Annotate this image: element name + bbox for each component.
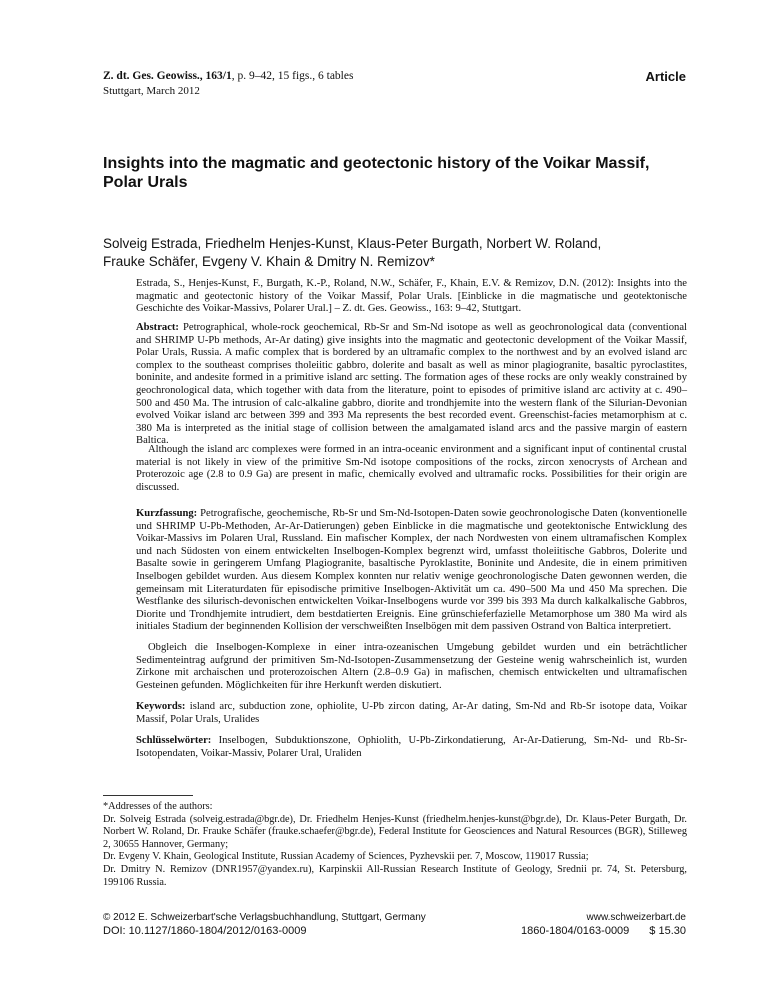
doi-identifier: DOI: 10.1127/1860-1804/2012/0163-0009 xyxy=(103,925,307,937)
footnote-line: *Addresses of the authors: xyxy=(103,801,213,812)
citation-paragraph xyxy=(136,278,687,316)
footnote-line: Dr. Solveig Estrada (solveig.estrada@bgr.de), Dr. Friedhelm Henjes-Kunst (friedhelm.henjes-kunst@bgr.de), Dr. Klaus-Peter Burgath, Dr. Norbert W. Roland, Dr. Frauke Schäfer (frauke.schaefer@bgr.de), Federal Institute for Geosciences and Natural Resources (BGR), Stilleweg 2, 30655 Hannover, Germany; xyxy=(103,813,687,850)
footnote-line: Dr. Dmitry N. Remizov (DNR1957@yandex.ru), Karpinskii All-Russian Research Institute of Geology, Srednii pr. 74, St. Petersburg, 199106 Russia. xyxy=(103,863,687,888)
paper-title-line: Insights into the magmatic and geotectonic history of the Voikar Massif, xyxy=(103,155,650,172)
citation-text: Estrada, S., Henjes-Kunst, F., Burgath, K.-P., Roland, N.W., Schäfer, F., Khain, E.V. & Remizov, D.N. (2012): Insights into the magmatic and geotectonic history of the Voikar Massif, Polar Urals. [Einblicke in die magmatische und geotektonische Geschichte des Voikar-Massivs, Polarer Ural.] – Z. dt. Ges. Geowiss., 163: 9–42, Stuttgart. xyxy=(136,278,687,315)
paper-title-line: Polar Urals xyxy=(103,174,188,191)
author-line: Frauke Schäfer, Evgeny V. Khain & Dmitry N. Remizov* xyxy=(103,254,435,269)
copyright-notice: © 2012 E. Schweizerbart'sche Verlagsbuchhandlung, Stuttgart, Germany xyxy=(103,912,426,923)
keywords-label: Keywords: xyxy=(136,701,186,712)
publisher-website: www.schweizerbart.de xyxy=(586,912,686,923)
journal-citation-line xyxy=(103,70,353,82)
footnote-divider xyxy=(103,795,193,796)
issn-code: 1860-1804/0163-0009 xyxy=(521,925,630,937)
abstract-section xyxy=(136,322,687,448)
issn-price-line xyxy=(521,925,686,937)
keywords-paragraph xyxy=(136,701,687,726)
schluesselwoerter-label: Schlüsselwörter: xyxy=(136,735,212,746)
abstract-section-continued xyxy=(136,444,687,494)
kurzfassung-paragraph: Obgleich die Inselbogen-Komplexe in einer intra-ozeanischen Umgebung gebildet wurden und ein beträchtlicher Sedimenteintrag aufgrund der primitiven Sm-Nd-Isotopen-Zusammensetzung der Gesteine wenig wahrscheinlich ist, wurden Zirkone mit archaischen und proterozoischen Altern (2.8–0.9 Ga) in mafischen, chemisch entwickelten und ultramafischen Gesteinen gefunden. Möglichkeiten für ihre Herkunft werden diskutiert. xyxy=(136,642,687,691)
article-type-label: Article xyxy=(645,69,686,84)
author-list xyxy=(103,235,693,271)
author-addresses-footnote xyxy=(103,801,687,889)
kurzfassung-text: Petrografische, geochemische, Rb-Sr und Sm-Nd-Isotopen-Daten sowie geochronologische Daten (konventionelle und SHRIMP U-Pb-Methoden, Ar-Ar-Datierungen) geben Einblicke in die magmatische und geotektonische Entwicklung des Voikar-Massivs im Polaren Ural, Russland. Ein mafischer Komplex, der nach Nordwesten von einem ultramafischen Komplex und nach Südosten von einem entwickelten Inselbogen-Komplex begrenzt wird, umfasst tholeiitische Gabbros, Dolerite und Basalte sowie in geringerem Umfang Plagiogranite, basaltische Pyroklastite, Boninite und Andesite, die in einem primitiven Inselbogen gebildet wurden. Aus diesem Komplex konnten nur relativ wenige geochronologische Daten gewonnen werden, die gemeinsam mit Literaturdaten für episodische primitive Inselbogen-Aktivität um ca. 490–500 Ma und 450 Ma sprechen. Die Westflanke des silurisch-devonischen entwickelten Voikar-Inselbogens wurde vor 399 bis 393 Ma durch kalkalkalische Gabbros, Diorite und Trondhjemite intrudiert, dem bestdatierten Ereignis. Eine grünschieferfazielle Metamorphose um 380 Ma wird als initiales Stadium der beginnenden Kollision der verschweißten Inselbögen mit dem passiven Ostrand von Baltica interpretiert. xyxy=(136,508,687,633)
paper-title xyxy=(103,154,693,192)
place-date: Stuttgart, March 2012 xyxy=(103,85,200,97)
abstract-label: Abstract: xyxy=(136,322,179,333)
keywords-text: island arc, subduction zone, ophiolite, U-Pb zircon dating, Ar-Ar dating, Sm-Nd and Rb-Sr isotope data, Voikar Massif, Polar Urals, Uralides xyxy=(136,701,687,725)
kurzfassung-label: Kurzfassung: xyxy=(136,508,198,519)
schluesselwoerter-text: Inselbogen, Subduktionszone, Ophiolith, U-Pb-Zirkondatierung, Ar-Ar-Datierung, Sm-Nd- und Rb-Sr-Isotopendaten, Voikar-Massiv, Polarer Ural, Uraliden xyxy=(136,735,687,759)
abstract-text: Petrographical, whole-rock geochemical, Rb-Sr and Sm-Nd isotope as well as geochronological data (conventional and SHRIMP U-Pb methods, Ar-Ar dating) give insights into the magmatic and geotectonic development of the Voikar Massif, Polar Urals, Russia. A mafic complex that is bordered by an ultramafic complex to the northwest and by an evolved island arc complex to the southeast comprises tholeiitic gabbro, dolerite and basalt as well as minor plagiogranite, basaltic pyroclastites, boninite, and andesite formed in a primitive island arc setting. The formation ages of these rocks are only weakly constrained by geochronological data, which together with data from the literature, point to episodes of primitive island arc activity at c. 490–500 and 450 Ma. The intrusion of calc-alkaline gabbro, diorite and trondhjemite into the western flank of the Silurian-Devonian evolved Voikar island arc between 399 and 393 Ma represents the best recorded event. Greenschist-facies metamorphism at c. 380 Ma is interpreted as the initial stage of collision between the amalgamated island arcs and the passive margin of eastern Baltica. xyxy=(136,322,687,447)
kurzfassung-paragraph xyxy=(136,508,687,634)
abstract-paragraph: Although the island arc complexes were formed in an intra-oceanic environment and a significant input of continental crustal material is not likely in view of the primitive Sm-Nd isotope compositions of the rocks, zircon xenocrysts of Archean and Proterozoic age (2.8 to 0.9 Ga) are present in mafic, chemically evolved and ultramafic rocks. Possibilities for their origin are discussed. xyxy=(136,444,687,493)
abstract-paragraph xyxy=(136,322,687,448)
author-line: Solveig Estrada, Friedhelm Henjes-Kunst, Klaus-Peter Burgath, Norbert W. Roland, xyxy=(103,236,602,251)
article-price: $ 15.30 xyxy=(649,925,686,937)
kurzfassung-section xyxy=(136,508,687,634)
schluesselwoerter-section xyxy=(136,735,687,760)
journal-name: Z. dt. Ges. Geowiss., 163/1 xyxy=(103,70,232,82)
footnote-line: Dr. Evgeny V. Khain, Geological Institute, Russian Academy of Sciences, Pyzhevskii per. 7, Moscow, 119017 Russia; xyxy=(103,851,589,863)
keywords-section xyxy=(136,701,687,726)
journal-pages-info: , p. 9–42, 15 figs., 6 tables xyxy=(231,70,354,82)
kurzfassung-section-continued xyxy=(136,642,687,692)
schluesselwoerter-paragraph xyxy=(136,735,687,760)
